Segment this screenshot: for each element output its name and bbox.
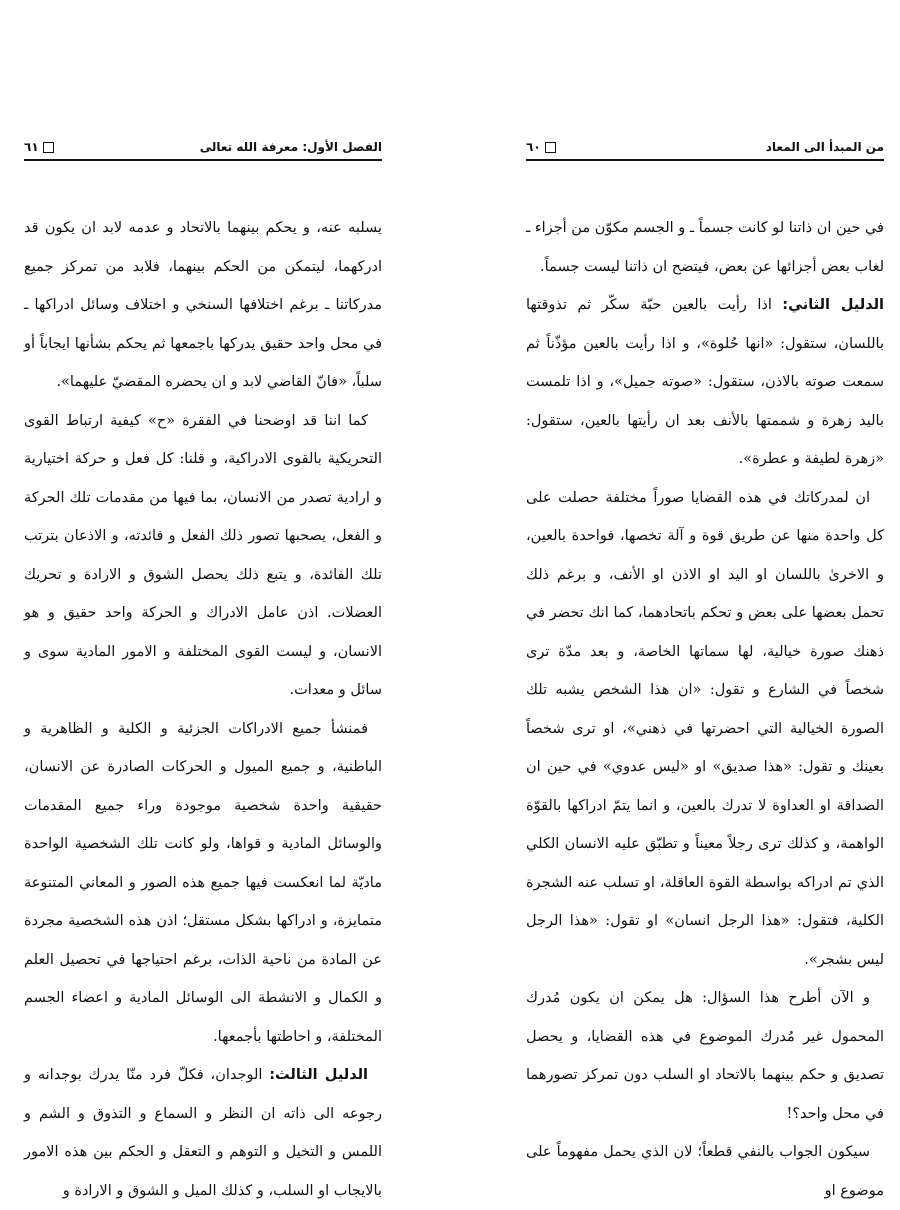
- right-page: [526, 140, 884, 1210]
- argument-label: الدليل الثاني:: [782, 297, 884, 313]
- page-header: [24, 140, 382, 161]
- square-icon: [545, 142, 556, 153]
- paragraph: و الآن أطرح هذا السؤال: هل يمكن ان يكون مُدرك المحمول غير مُدرك الموضوع في هذه القضايا، و يحصل تصديق و حكم بينهما بالاتحاد او السلب دون تمركز تصورهما في محل واحد؟!: [526, 990, 884, 1122]
- paragraph: كما اننا قد اوضحنا في الفقرة «ح» كيفية ارتباط القوى التحريكية بالقوى الادراكية، و قلنا: كل فعل و حركة اختيارية و ارادية تصدر من الانسان، بما فيها من مقدمات تلك الحركة و الفعل، يصحبها تصور ذلك الفعل و فائدته، و الاذعان بترتب تلك الفائدة، و يتبع ذلك يحصل الشوق و الارادة و تحريك العضلات. اذن عامل الادراك و الحركة واحد حقيق و هو الانسان، و ليست القوى المختلفة و الامور المادية سوى و سائل و معدات.: [24, 412, 382, 698]
- paragraph-text: اذا رأيت بالعين حبّة سكّر ثم تذوقتها باللسان، ستقول: «انها حُلوة»، و اذا رأيت بالعين مؤذّناً ثم سمعت صوته بالاذن، ستقول: «صوته جميل»، و اذا تلمست باليد زهرة و شممتها بالأنف بعد ان رأيتها بالعين، ستقول: «زهرة لطيفة و عطرة».: [526, 297, 884, 467]
- left-page: [24, 140, 382, 1210]
- page-number: ٦٠: [526, 140, 556, 154]
- paragraph: يسلبه عنه، و يحكم بينهما بالاتحاد و عدمه لابد ان يكون قد ادركهما، ليتمكن من الحكم بينهما، فلابد من تمركز جميع مدركاتنا ـ برغم اختلافها السنخي و اختلاف وسائل ادراكها ـ في محل واحد حقيق يدركها باجمعها ثم يحكم بشأنها ايجاباً أو سلباً، «فانّ القاضي لابد و ان يحضره المقضيّ عليهما».: [24, 220, 382, 390]
- argument-label: الدليل الثالث:: [269, 1067, 369, 1083]
- paragraph: في حين ان ذاتنا لو كانت جسماً ـ و الجسم مكوّن من أجزاء ـ لغاب بعض أجزائها عن بعض، فيتضح ان ذاتنا ليست جسماً.: [526, 220, 884, 275]
- running-head: من المبدأ الى المعاد: [765, 140, 884, 154]
- paragraph: ان لمدركاتك في هذه القضايا صوراً مختلفة حصلت على كل واحدة منها عن طريق قوة و آلة تخصها، فواحدة بالعين، و الاخرىٰ باللسان او اليد او الاذن او الأنف، و برغم ذلك تحمل بعضها على بعض و تحكم باتحادهما، كما انك تحضر في ذهنك صورة خيالية، لها سماتها الخاصة، و بعد مدّة ترى شخصاً في الشارع و تقول: «ان هذا الشخص يشبه تلك الصورة الخيالية التي احضرتها في ذهني»، او ترى شخصاً بعينك و تقول: «هذا صديق» او «ليس عدوي» في حين ان الصداقة او العداوة لا تدرك بالعين، و انما يتمّ ادراكها بالقوّة الواهمة، و كذلك ترى رجلاً معيناً و تطبّق عليه الانسان الكلي الذي تم ادراكه بواسطة القوة العاقلة، او تسلب عنه الشجرة الكلية، فتقول: «هذا الرجل انسان» او تقول: «هذا الرجل ليس بشجر».: [526, 489, 884, 968]
- page-body: [526, 209, 884, 1210]
- page-number: ٦١: [24, 140, 54, 154]
- page-header: [526, 140, 884, 161]
- running-head: الفصل الأول: معرفة الله تعالى: [199, 140, 382, 154]
- paragraph-text: الوجدان، فكلّ فرد منّا يدرك بوجدانه و رجوعه الى ذاته ان النظر و السماع و التذوق و الشم و اللمس و التخيل و التوهم و التعقل و الحكم بين هذه الامور بالايجاب او السلب، و كذلك الميل و الشوق و الارادة و: [24, 1067, 382, 1199]
- paragraph: سيكون الجواب بالنفي قطعاً؛ لان الذي يحمل مفهوماً على موضوع او: [526, 1144, 884, 1199]
- page-body: [24, 209, 382, 1210]
- square-icon: [43, 142, 54, 153]
- paragraph: [24, 1056, 382, 1210]
- paragraph: فمنشأ جميع الادراكات الجزئية و الكلية و الظاهرية و الباطنية، و جميع الميول و الحركات الصادرة عن الانسان، حقيقية واحدة شخصية موجودة وراء جميع المقدمات والوسائل المادية و قواها، ولو كانت تلك الشخصية الواحدة ماديّة لما انعكست فيها جميع هذه الصور و المعاني المتنوعة متمايزة، و ادراكها بشكل مستقل؛ اذن هذه الشخصية مجردة عن المادة من ناحية الذات، برغم احتياجها في تحصيل العلم و الكمال و الانشطة الى الوسائل المادية و اعضاء الجسم المختلفة، و احاطتها بأجمعها.: [24, 720, 382, 1045]
- paragraph: [526, 286, 884, 479]
